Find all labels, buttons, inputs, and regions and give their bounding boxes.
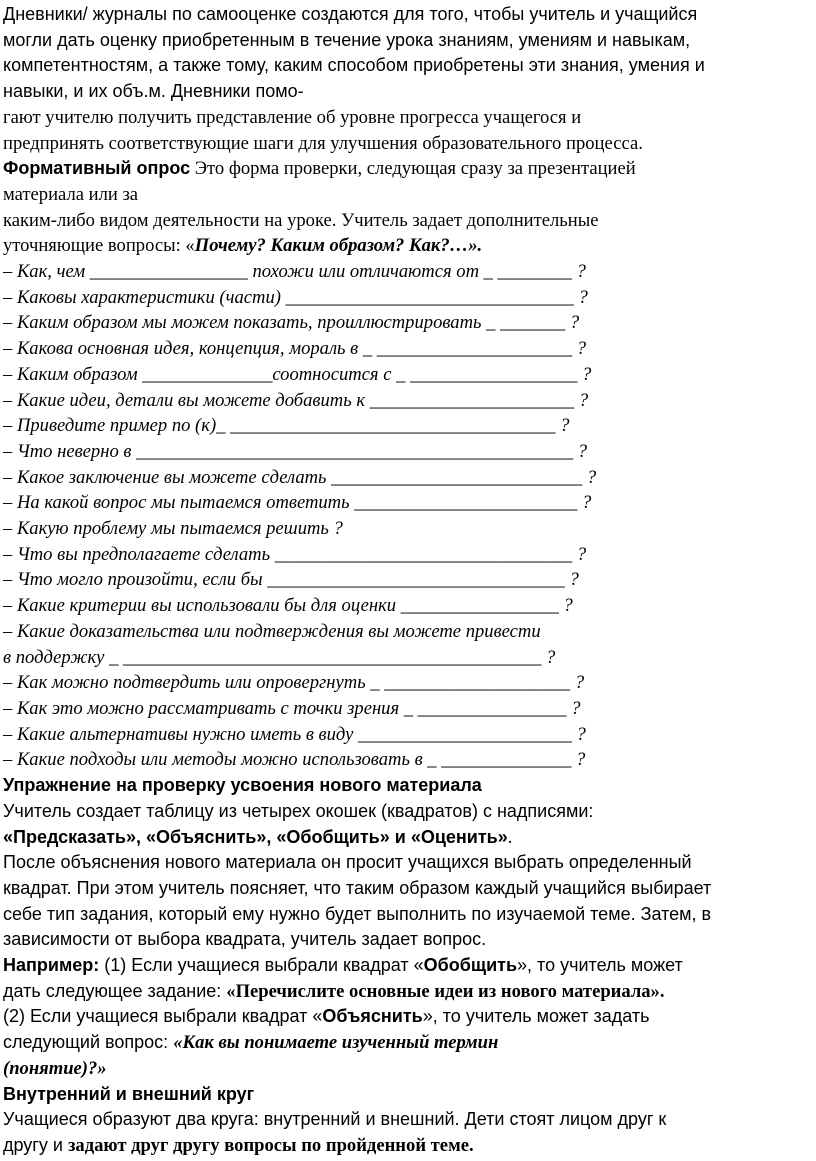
- exercise-squares: «Предсказать», «Объяснить», «Обобщить» и «Оценить»: [3, 826, 508, 847]
- example-line: [3, 1030, 810, 1056]
- question-item: – Каким образом мы можем показать, проиллюстрировать _ _______ ?: [3, 312, 580, 334]
- example-line: [3, 1004, 810, 1030]
- question-item: – Каковы характеристики (части) _______________________________ ?: [3, 286, 588, 308]
- question-item: – Как, чем _________________ похожи или отличаются от _ ________ ?: [3, 261, 586, 283]
- example-line: [3, 979, 810, 1005]
- question-item: – Что могло произойти, если бы ________________________________ ?: [3, 569, 579, 591]
- exercise-heading: Упражнение на проверку усвоения нового материала: [3, 775, 482, 796]
- formative-text: Это форма проверки, следующая сразу за презентацией: [190, 158, 636, 180]
- example-question: (понятие)?»: [3, 1057, 107, 1079]
- exercise-line: [3, 825, 810, 851]
- example-line: [3, 953, 810, 979]
- example-text: », то учитель может: [517, 955, 683, 976]
- formative-line: материала или за: [3, 183, 139, 205]
- exercise-line: После объяснения нового материала он просит учащихся выбрать определенный: [3, 852, 692, 873]
- question-item: – Какие альтернативы нужно иметь в виду _______________________ ?: [3, 723, 586, 745]
- question-item: – Какие доказательства или подтверждения вы можете привести: [3, 620, 541, 642]
- exercise-line: себе тип задания, который ему нужно будет выполнить по изучаемой теме. Затем, в: [3, 903, 712, 924]
- question-list: [3, 259, 810, 773]
- circle-text: другу и: [3, 1134, 68, 1155]
- formative-text: уточняющие вопросы: «: [3, 235, 195, 257]
- question-item: – Какие критерии вы использовали бы для оценки _________________ ?: [3, 595, 573, 617]
- example-text: следующий вопрос:: [3, 1032, 174, 1053]
- circle-line: Учащиеся образуют два круга: внутренний и внешний. Дети стоят лицом друг к: [3, 1109, 667, 1130]
- circle-emphasis: задают друг другу вопросы по пройденной теме.: [67, 1134, 474, 1156]
- formative-questions: Почему? Каким образом? Как?…».: [194, 235, 483, 257]
- circle-line: [3, 1133, 810, 1159]
- question-item: – Каким образом ______________соотносится с _ __________________ ?: [3, 363, 592, 385]
- question-item: – Что вы предполагаете сделать ________________________________ ?: [3, 543, 587, 565]
- formative-line: [3, 156, 810, 182]
- question-item: в поддержку _ _____________________________________________ ?: [3, 646, 556, 668]
- question-item: – Как это можно рассматривать с точки зрения _ ________________ ?: [3, 697, 581, 719]
- example-task: «Перечислите основные идеи из нового материала».: [226, 980, 665, 1002]
- intro-line: навыки, и их объ.м. Дневники помо-: [3, 81, 304, 102]
- formative-line: каким-либо видом деятельности на уроке. Учитель задает дополнительные: [3, 209, 599, 231]
- example-text: », то учитель может задать: [422, 1006, 650, 1027]
- question-item: – Что неверно в _______________________________________________ ?: [3, 440, 588, 462]
- example-keyword: Объяснить: [322, 1006, 423, 1027]
- question-item: – Приведите пример по (к)_ ___________________________________ ?: [3, 415, 570, 437]
- exercise-line: зависимости от выбора квадрата, учитель задает вопрос.: [3, 929, 487, 950]
- formative-heading: Формативный опрос: [3, 158, 191, 179]
- example-text: (2) Если учащиеся выбрали квадрат «: [3, 1006, 323, 1027]
- intro-line: Дневники/ журналы по самооценке создаются для того, чтобы учитель и учащийся: [3, 4, 698, 24]
- intro-line: гают учителю получить представление об уровне прогресса учащегося и: [3, 106, 582, 128]
- question-item: – На какой вопрос мы пытаемся ответить ________________________ ?: [3, 492, 592, 514]
- example-keyword: Обобщить: [423, 955, 518, 976]
- example-question: «Как вы понимаете изученный термин: [173, 1032, 499, 1054]
- question-item: – Как можно подтвердить или опровергнуть _ ____________________ ?: [3, 672, 585, 694]
- intro-line: предпринять соответствующие шаги для улучшения образовательного процесса.: [3, 132, 643, 154]
- exercise-line: Учитель создает таблицу из четырех окошек (квадратов) с надписями:: [3, 800, 594, 821]
- question-item: – Какова основная идея, концепция, мораль в _ _____________________ ?: [3, 338, 587, 360]
- question-item: – Какие подходы или методы можно использовать в _ ______________ ?: [3, 749, 586, 771]
- circle-heading: Внутренний и внешний круг: [3, 1083, 255, 1104]
- example-text: дать следующее задание:: [3, 980, 227, 1001]
- example-label: Например:: [3, 955, 100, 976]
- intro-line: могли дать оценку приобретенным в течение урока знаниям, умениям и навыкам,: [3, 29, 691, 50]
- question-item: – Какое заключение вы можете сделать ___________________________ ?: [3, 466, 597, 488]
- exercise-line: квадрат. При этом учитель поясняет, что таким образом каждый учащийся выбирает: [3, 877, 712, 898]
- question-item: – Какие идеи, детали вы можете добавить к ______________________ ?: [3, 389, 589, 411]
- formative-line: [3, 233, 810, 259]
- example-text: (1) Если учащиеся выбрали квадрат «: [99, 955, 424, 976]
- intro-line: компетентностям, а также тому, каким способом приобретены эти знания, умения и: [3, 55, 705, 76]
- exercise-text: .: [507, 826, 513, 848]
- question-item: – Какую проблему мы пытаемся решить ?: [3, 518, 343, 540]
